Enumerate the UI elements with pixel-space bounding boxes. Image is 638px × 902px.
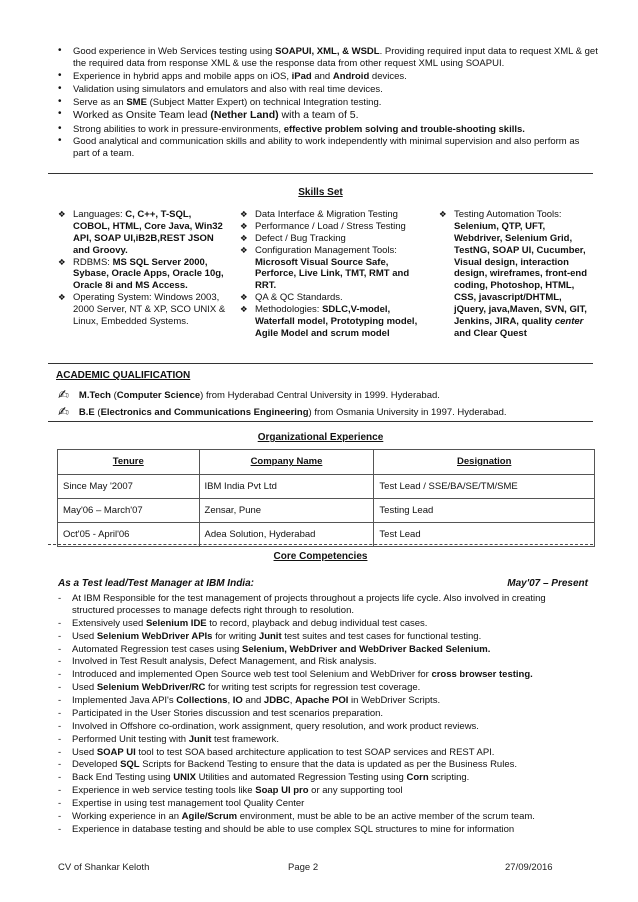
duty-text: Utilities and automated Regression Testing using	[195, 772, 407, 784]
divider-line	[48, 363, 593, 364]
duty-text: Junit	[188, 733, 212, 745]
bullet-text: Good experience in Web Services testing using	[73, 46, 276, 57]
duty-text: Back End Testing using	[72, 772, 174, 784]
divider-line	[48, 173, 593, 174]
skill-text: center	[554, 315, 584, 327]
duty-text: Experience in database testing and should be able to use complex SQL structures to mine for information	[72, 823, 515, 835]
duty-item	[58, 593, 588, 617]
skill-text: MS SQL Server 2000, Sybase, Oracle Apps, Oracle 10g, Oracle 8i and MS Access.	[73, 256, 224, 292]
duty-text: Selenium WebDriver/RC	[96, 682, 206, 694]
duty-text: scripting.	[428, 772, 470, 784]
summary-bullet	[58, 97, 598, 109]
academic-text: Computer Science	[116, 390, 201, 401]
skill-text: Performance / Load / Stress Testing	[255, 220, 406, 232]
skill-item	[240, 221, 428, 233]
job-heading	[58, 578, 588, 591]
duty-text: or any supporting tool	[308, 785, 403, 797]
duty-item	[58, 644, 588, 656]
summary-bullet	[58, 71, 598, 83]
duty-text: Implemented Java API's	[72, 695, 177, 706]
duty-text: Corn	[406, 772, 429, 784]
duty-text: cross browser testing.	[431, 669, 533, 681]
duty-text: Performed Unit testing with	[72, 733, 189, 745]
duty-text: Introduced and implemented Open Source web test tool Selenium and WebDriver for	[72, 669, 432, 681]
summary-bullet	[58, 46, 598, 70]
duty-text: Automated Regression test cases using	[72, 643, 243, 655]
duty-item	[58, 669, 588, 681]
duty-text: for writing test scripts for regression test coverage.	[205, 682, 421, 694]
academic-text: B.E	[78, 407, 95, 418]
skill-text: Languages:	[73, 209, 126, 220]
duty-text: ,	[227, 695, 233, 706]
duty-text: Selenium, WebDriver and WebDriver Backed Selenium.	[242, 643, 491, 655]
skill-text: and Clear Quest	[454, 327, 527, 339]
column-header: Tenure	[58, 450, 200, 475]
bullet-text: Validation using simulators and emulators and also with real time devices.	[73, 83, 383, 95]
table-cell: Zensar, Pune	[199, 499, 374, 523]
duties-list	[58, 593, 588, 837]
academic-text: (	[94, 407, 101, 418]
duty-text: Expertise in using test management tool Quality Center	[72, 798, 305, 809]
academic-text: ) from Osmania University in 1997. Hyderabad.	[308, 407, 507, 418]
duty-text: test suites and test cases for functional testing.	[281, 630, 482, 642]
duty-text: Experience in web service testing tools like	[72, 785, 256, 797]
academic-title: ACADEMIC QUALIFICATION	[56, 370, 191, 381]
skills-column-1	[58, 209, 230, 328]
column-header: Company Name	[199, 450, 374, 475]
bullet-text: devices.	[369, 70, 407, 82]
bullet-text: SOAPUI, XML, & WSDL	[275, 46, 380, 57]
bullet-text: . Providing required input data to request XML & get the required data from response XML & use the response data from other request XML using SOAPUI.	[73, 46, 598, 69]
duty-text: Selenium WebDriver APIs	[96, 630, 213, 642]
skill-item	[240, 292, 428, 304]
bullet-text: (Subject Matter Expert) on technical Integration testing.	[146, 96, 382, 108]
duty-text: Involved in Offshore co-ordination, work assignment, query resolution, and work product reviews.	[72, 720, 479, 732]
table-row	[58, 475, 595, 499]
duty-text: Apache POI	[295, 695, 349, 706]
bullet-text: Strong abilities to work in pressure-environments,	[73, 123, 284, 135]
dashed-divider	[48, 544, 593, 545]
duty-text: in WebDriver Scripts.	[348, 695, 441, 706]
skill-text: Operating System: Windows 2003, 2000 Server, NT & XP, SCO UNIX & Linux, Embedded Systems.	[73, 292, 226, 327]
duty-text: Used	[72, 630, 97, 642]
duty-text: At IBM Responsible for the test management of projects throughout a projects life cycle. Also involved in creating structured processes to manage defects right through to resolution.	[72, 593, 546, 616]
duty-text: tool to test SOA based architecture application to test SOAP services and REST API.	[135, 746, 495, 758]
summary-bullet	[58, 109, 598, 122]
academic-entry	[58, 387, 440, 403]
table-cell: Oct'05 - April'06	[58, 523, 200, 547]
duty-item	[58, 785, 588, 797]
skill-item	[58, 292, 230, 328]
duty-item	[58, 772, 588, 784]
bullet-text: effective problem solving and trouble-shooting skills.	[283, 123, 525, 135]
bullet-text: and	[311, 70, 333, 82]
duty-text: test framework.	[211, 733, 279, 745]
duty-text: and	[242, 695, 264, 706]
academic-text: ) from Hyderabad Central University in 1999. Hyderabad.	[200, 390, 440, 401]
summary-bullet	[58, 124, 598, 136]
duty-text: SOAP UI	[96, 746, 136, 758]
writing-hand-icon: ✍	[58, 404, 69, 419]
duty-text: environment, must be able to be an active member of the scrum team.	[237, 810, 535, 822]
skill-item	[439, 209, 595, 340]
table-cell: Since May '2007	[58, 475, 200, 499]
duty-text: UNIX	[173, 772, 196, 784]
skill-item	[240, 245, 428, 293]
skill-item	[240, 304, 428, 340]
duty-text: Collections	[176, 695, 228, 706]
skill-text: QA & QC Standards.	[255, 292, 343, 304]
table-cell: Testing Lead	[374, 499, 595, 523]
duty-text: Selenium IDE	[145, 617, 207, 629]
bullet-text: Experience in hybrid apps and mobile apps on iOS,	[73, 70, 292, 82]
duty-item	[58, 759, 588, 771]
skill-text: Microsoft Visual Source Safe, Perforce, Live Link, TMT, RMT and RRT.	[255, 256, 410, 292]
table-cell: IBM India Pvt Ltd	[199, 475, 374, 499]
org-title: Organizational Experience	[257, 432, 384, 443]
bullet-text: SME	[126, 96, 147, 108]
duty-text: IO	[232, 695, 243, 706]
skill-text: Data Interface & Migration Testing	[255, 209, 398, 220]
bullet-text: with a team of 5.	[278, 109, 359, 122]
duty-text: Extensively used	[72, 617, 146, 629]
duty-item	[58, 747, 588, 759]
duty-text: Scripts for Backend Testing to ensure that the data is updated as per the Business Rules.	[139, 759, 518, 771]
duty-text: Soap UI pro	[255, 785, 309, 797]
duty-text: Junit	[258, 630, 282, 642]
academic-text: Electronics and Communications Engineering	[100, 407, 309, 418]
skill-text: Defect / Bug Tracking	[255, 232, 346, 244]
duty-item	[58, 631, 588, 643]
footer-left: CV of Shankar Keloth	[58, 862, 150, 873]
duty-text: Used	[72, 746, 97, 758]
academic-text: (	[110, 390, 117, 401]
skill-item	[240, 233, 428, 245]
skill-item	[240, 209, 428, 221]
skill-text: SDLC,V-model, Waterfall model, Prototyping model, Agile Model and scrum model	[255, 304, 418, 339]
duty-item	[58, 798, 588, 810]
duty-text: SQL	[120, 759, 140, 771]
footer-page: Page 2	[288, 862, 319, 873]
duty-text: to record, playback and debug individual test cases.	[206, 617, 428, 629]
duty-item	[58, 721, 588, 733]
duty-text: Involved in Test Result analysis, Defect Management, and Risk analysis.	[72, 656, 377, 668]
duty-text: Working experience in an	[72, 810, 182, 822]
bullet-text: Worked as Onsite Team lead	[73, 109, 211, 122]
duty-item	[58, 618, 588, 630]
bullet-text: Android	[332, 70, 370, 82]
duty-item	[58, 811, 588, 823]
footer-date: 27/09/2016	[505, 862, 553, 873]
table-cell: Test Lead / SSE/BA/SE/TM/SME	[374, 475, 595, 499]
skill-text: C, C++, T-SQL, COBOL, HTML, Core Java, Win32 API, SOAP UI,iB2B,REST JSON and Groovy.	[73, 209, 223, 256]
skill-item	[58, 209, 230, 257]
duty-text: Agile/Scrum	[181, 810, 238, 822]
duty-item	[58, 682, 588, 694]
bullet-text: Good analytical and communication skills and ability to work independently with minimal supervision and also perform as part of a team.	[73, 136, 580, 160]
core-title: Core Competencies	[273, 551, 368, 562]
skill-text: Selenium, QTP, UFT, Webdriver, Selenium Grid, TestNG, SOAP UI, Cucumber, Visual design, interaction design, wireframes, front-end coding, Photoshop, HTML, CSS, javascript/DHTML, jQuery, java,Maven, SVN, GIT, Jenkins, JIRA, quality	[454, 220, 588, 327]
table-cell: Adea Solution, Hyderabad	[199, 523, 374, 547]
skills-column-3	[439, 209, 595, 340]
column-header: Designation	[374, 450, 595, 475]
skills-title: Skills Set	[298, 187, 343, 198]
summary-bullet	[58, 84, 598, 96]
duty-item	[58, 824, 588, 836]
bullet-text: (Nether Land)	[210, 109, 279, 122]
table-row	[58, 523, 595, 547]
academic-text: M.Tech	[78, 390, 111, 401]
duty-item	[58, 708, 588, 720]
job-role: As a Test lead/Test Manager at IBM India:	[58, 578, 254, 589]
table-cell: May'06 – March'07	[58, 499, 200, 523]
duty-text: JDBC	[263, 695, 290, 706]
table-row	[58, 499, 595, 523]
skill-text: RDBMS:	[73, 256, 113, 268]
org-experience-table	[57, 449, 595, 547]
skill-item	[58, 257, 230, 293]
summary-bullet	[58, 136, 598, 160]
duty-text: Participated in the User Stories discussion and test scenarios preparation.	[72, 707, 384, 719]
divider-line	[48, 421, 593, 422]
skill-text: Configuration Management Tools:	[255, 244, 397, 256]
table-cell: Test Lead	[374, 523, 595, 547]
duty-text: ,	[289, 695, 296, 706]
bullet-text: Serve as an	[73, 96, 127, 108]
duty-text: Developed	[72, 759, 121, 771]
summary-bullets	[58, 46, 598, 161]
duty-text: for writing	[212, 630, 259, 642]
bullet-text: iPad	[291, 70, 312, 82]
academic-entry	[58, 404, 507, 420]
skill-text: Testing Automation Tools:	[454, 209, 562, 220]
skill-text: Methodologies:	[255, 304, 323, 315]
duty-item	[58, 656, 588, 668]
writing-hand-icon: ✍	[58, 387, 69, 402]
job-period: May'07 – Present	[507, 578, 588, 589]
duty-item	[58, 734, 588, 746]
duty-text: Used	[72, 682, 97, 694]
skills-column-2	[240, 209, 428, 340]
duty-item	[58, 695, 588, 707]
